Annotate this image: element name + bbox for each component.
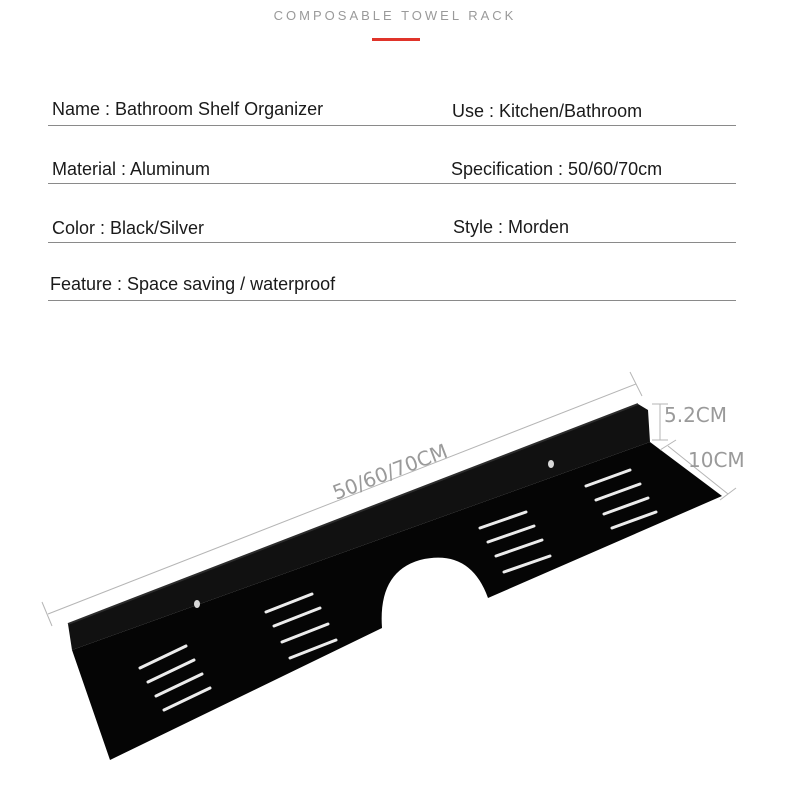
spec-feature: Feature : Space saving / waterproof xyxy=(50,274,336,294)
page-title: COMPOSABLE TOWEL RACK xyxy=(273,8,517,23)
spec-material: Material : Aluminum xyxy=(52,159,211,179)
depth-label: 10CM xyxy=(688,448,745,472)
spec-style: Style : Morden xyxy=(453,217,570,237)
spec-use: Use : Kitchen/Bathroom xyxy=(452,101,643,121)
spec-name: Name : Bathroom Shelf Organizer xyxy=(52,99,324,119)
length-label: 50/60/70CM xyxy=(329,438,451,505)
spec-color: Color : Black/Silver xyxy=(52,218,205,238)
height-label: 5.2CM xyxy=(664,403,728,427)
spec-specification: Specification : 50/60/70cm xyxy=(451,159,663,179)
